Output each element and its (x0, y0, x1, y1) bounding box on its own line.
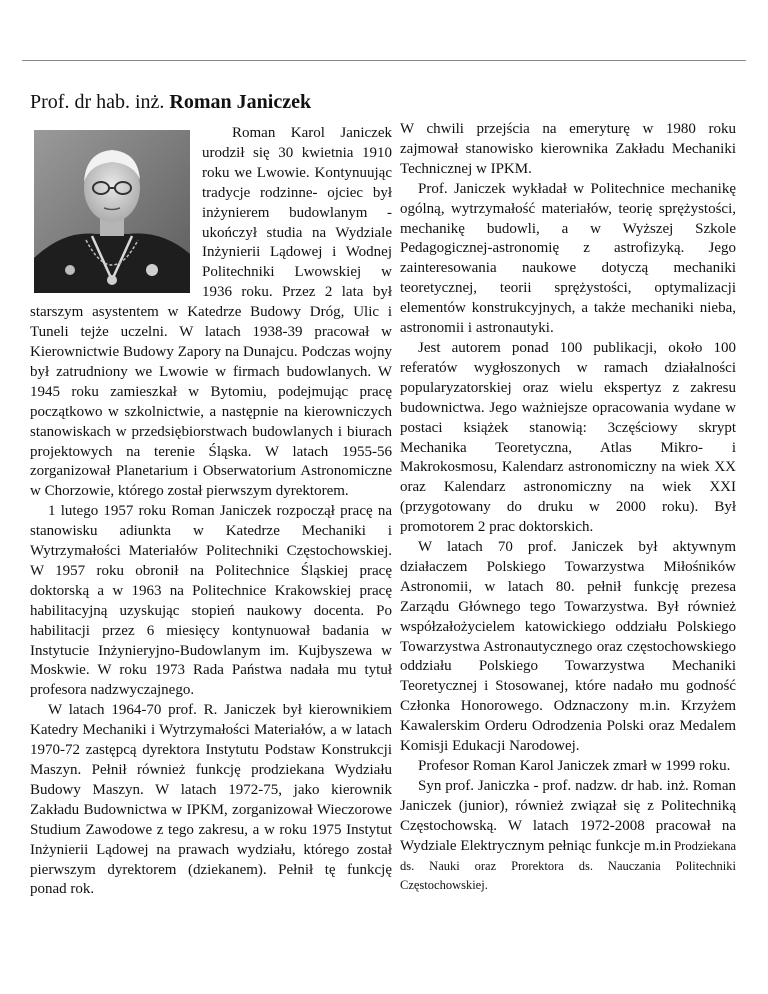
page-title (30, 90, 311, 114)
paragraph: W chwili przejścia na emeryturę w 1980 roku zajmował stanowisko kierownika Zakładu Mechaniki Technicznej w IPKM. (400, 121, 736, 177)
paragraph-text: Syn prof. Janiczka - prof. nadzw. dr hab. inż. Roman Janiczek (junior), również związał się z Politechniką Częstochowską. W latach 1972-2008 pracował na Wydziale Elektrycznym pełniąc funkcje m.in (400, 777, 736, 854)
right-column (400, 120, 736, 896)
paragraph-small-text: Prodziekana ds. Nauki oraz Prorektora ds. Nauczania Politechniki Częstochowskiej. (400, 838, 737, 893)
title-prefix: Prof. dr hab. inż. (30, 91, 165, 113)
paragraph: Prof. Janiczek wykładał w Politechnice mechanikę ogólną, wytrzymałość materiałów, teorię sprężystości, mechanikę budowli, a w Wyższej Szkole Pedagogicznej-astronomię z astrofizyką. Jego zainteresowania naukowe dotyczą mechaniki teoretycznej, teorii sprężystości, optymalizacji elementów konstrukcyjnych, a także mechaniki nieba, astronomii i astronautyki. (400, 180, 736, 337)
paragraph: Roman Karol Janiczek urodził się 30 kwietnia 1910 roku we Lwowie. Kontynuując tradycje rodzinne- ojciec był inżynierem budowlanym - ukończył studia na Wydziale Inżynierii Lądowej i Wodnej Politechniki Lwowskiej w 1936 roku. Przez 2 lata był starszym asystentem w Katedrze Budowy Dróg, Ulic i Tuneli tejże uczelni. W latach 1938-39 pracował w Kierownictwie Budowy Zapory na Dunajcu. Podczas wojny był zatrudniony we Lwowie w firmach budowlanych. W 1945 roku zamieszkał w Bytomiu, podejmując pracę początkowo w szkolnictwie, a następnie na kierowniczych stanowiskach w przedsiębiorstwach budowlanych i biurach projektowych na terenie Śląska. W latach 1955-56 zorganizował Planetarium i Obserwatorium Astronomiczne w Chorzowie, którego został pierwszym dyrektorem. (30, 125, 392, 500)
left-column (30, 124, 392, 900)
paragraph: 1 lutego 1957 roku Roman Janiczek rozpoczął pracę na stanowisku adiunkta w Katedrze Mechaniki i Wytrzymałości Materiałów Politechniki Częstochowskiej. W 1957 roku obronił na Politechnice Śląskiej pracę doktorską a w 1963 na Politechnice Krakowskiej pracę habilitacyjną uzyskując stopień naukowy docenta. Po habilitacji przez 6 miesięcy kontynuował badania w Instytucie Inżynieryjno-Budowlanym im. Kujbyszewa w Moskwie. W roku 1973 Rada Państwa nadała mu tytuł profesora nadzwyczajnego. (30, 503, 392, 699)
title-name: Roman Janiczek (169, 91, 312, 113)
paragraph: W latach 1964-70 prof. R. Janiczek był kierownikiem Katedry Mechaniki i Wytrzymałości Materiałów, a w latach 1970-72 zastępcą dyrektora Instytutu Podstaw Konstrukcji Maszyn. Pełnił również funkcję prodziekana Wydziału Budowy Maszyn. W latach 1972-75, jako kierownik Zakładu Budownictwa w IPKM, zorganizował Wieczorowe Studium Zawodowe z tego zakresu, a w roku 1975 Instytut Inżynierii Lądowej na prawach wydziału, którego został pierwszym dyrektorem (dziekanem). Pełnił tę funkcję ponad rok. (30, 702, 392, 898)
portrait-photo (34, 130, 190, 293)
paragraph (400, 777, 736, 896)
paragraph: Profesor Roman Karol Janiczek zmarł w 1999 roku. (418, 758, 731, 774)
paragraph: W latach 70 prof. Janiczek był aktywnym działaczem Polskiego Towarzystwa Miłośników Astronomii, w latach 80. pełnił funkcję prezesa Zarządu Głównego tego Towarzystwa. Był również współzałożycielem katowickiego oddziału Polskiego Towarzystwa Astronautycznego oraz częstochowskiego oddziału Polskiego Towarzystwa Mechaniki Teoretycznej i Stosowanej, które nadało mu godność Członka Honorowego. Odznaczony m.in. Krzyżem Kawalerskim Orderu Odrodzenia Polski oraz Medalem Komisji Edukacji Narodowej. (400, 539, 736, 755)
top-rule (22, 60, 746, 61)
paragraph: Jest autorem ponad 100 publikacji, około 100 referatów wygłoszonych w ramach działalności popularyzatorskiej oraz wielu ekspertyz z zakresu budownictwa. Jego ważniejsze opracowania wydane w postaci książek stanowią: 3częściowy skrypt Mechanika Teoretyczna, Atlas Mikro- i Makrokosmosu, Kalendarz astronomiczny na wiek XX oraz Kalendarz astronomiczny na wiek XXI (przygotowany do druku w 2000 roku). Był promotorem 2 prac doktorskich. (400, 339, 736, 536)
